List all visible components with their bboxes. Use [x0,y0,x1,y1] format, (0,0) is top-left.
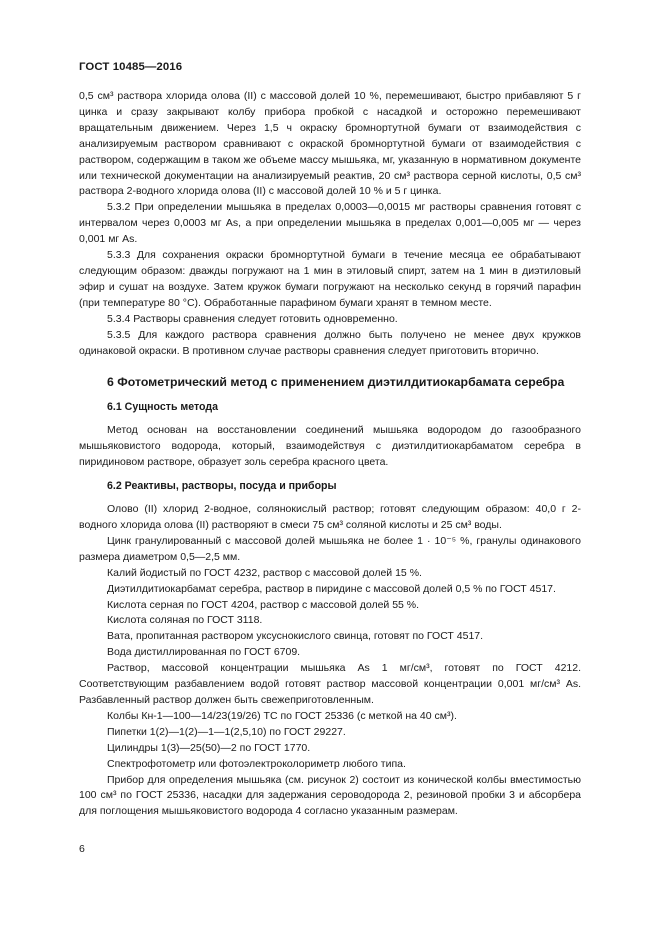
reagent-item: Диэтилдитиокарбамат серебра, раствор в пиридине с массовой долей 0,5 % по ГОСТ 4517. [107,582,556,595]
document-body [79,89,581,820]
reagent-item: Олово (II) хлорид 2-водное, солянокислый раствор; готовят следующим образом: 40,0 г 2-водного хлорида олова (II) растворяют в смеси 75 см³ соляной кислоты и 25 см³ воды. [79,503,581,532]
page-number: 6 [79,843,85,855]
reagent-item: Кислота серная по ГОСТ 4204, раствор с массовой долей 55 %. [107,598,420,611]
paragraph-5-3-5: 5.3.5 Для каждого раствора сравнения должно быть получено не менее двух кружков одинаковой окраски. В противном случае растворы сравнения следует приготовить вторично. [79,328,581,357]
paragraph-continuation: 0,5 см³ раствора хлорида олова (II) с массовой долей 10 %, перемешивают, быстро прибавляют 5 г цинка и сразу закрывают колбу прибора пробкой с насадкой и осторожно перемешивают вращательным движением. Через 1,5 ч окраску бромнортутной бумаги от взаимодействия с анализируемым раствором сравнивают с окраской бромнортутной бумаги от взаимодействия с раствором, содержащим в таком же объеме массу мышьяка, мг, указанную в нормативном документе или технической документации на анализируемый реактив, 20 см³ раствора серной кислоты, 0,5 см³ раствора 2-водного хлорида олова (II) с массовой долей 10 % и 5 г цинка. [79,90,581,198]
equipment-item: Колбы Кн-1—100—14/23(19/26) ТС по ГОСТ 25336 (с меткой на 40 см³). [107,709,457,722]
paragraph-5-3-3: 5.3.3 Для сохранения окраски бромнортутной бумаги в течение месяца ее обрабатывают следующим образом: дважды погружают на 1 мин в этиловый спирт, затем на 1 мин в диэтиловый эфир и сушат на воздухе. Затем кружок бумаги погружают на несколько секунд в горячий парафин (при температуре 80 °С). Обработанные парафином бумаги хранят в темном месте. [79,249,581,309]
equipment-item: Прибор для определения мышьяка (см. рисунок 2) состоит из конической колбы вместимостью 100 см³ по ГОСТ 25336, насадки для задержания сероводорода 2, резиновой пробки 3 и абсорбера для поглощения мышьяковистого водорода 4 согласно указанным размерам. [79,773,581,818]
equipment-item: Спектрофотометр или фотоэлектроколориметр любого типа. [107,757,406,770]
document-header: ГОСТ 10485—2016 [79,61,183,73]
subsection-6-1-heading: 6.1 Сущность метода [107,401,219,414]
reagent-item: Вода дистиллированная по ГОСТ 6709. [107,646,301,659]
paragraph-5-3-4: 5.3.4 Растворы сравнения следует готовить одновременно. [107,312,398,325]
equipment-item: Пипетки 1(2)—1(2)—1—1(2,5,10) по ГОСТ 29227. [107,725,346,738]
subsection-6-2-heading: 6.2 Реактивы, растворы, посуда и приборы [107,480,337,493]
reagent-item: Калий йодистый по ГОСТ 4232, раствор с массовой долей 15 %. [107,566,422,579]
section-6-heading: 6 Фотометрический метод с применением диэтилдитиокарбамата серебра [107,375,565,390]
reagent-item: Раствор, массовой концентрации мышьяка As 1 мг/см³, готовят по ГОСТ 4212. Соответствующим разбавлением водой готовят раствор массовой концентрации 0,001 мг/см³ As. Разбавленный раствор должен быть свежеприготовленным. [79,662,581,706]
reagent-item: Цинк гранулированный с массовой долей мышьяка не более 1 · 10⁻⁵ %, гранулы одинакового размера диаметром 0,5—2,5 мм. [79,534,581,563]
reagent-item: Кислота соляная по ГОСТ 3118. [107,614,263,627]
paragraph-6-1: Метод основан на восстановлении соединений мышьяка водородом до газообразного мышьяковистого водорода, который, взаимодействуя с диэтилдитиокарбаматом серебра в пиридиновом растворе, образует золь серебра красного цвета. [79,424,581,469]
paragraph-5-3-2: 5.3.2 При определении мышьяка в пределах 0,0003—0,0015 мг растворы сравнения готовят с интервалом через 0,0003 мг As, а при определении мышьяка в пределах 0,001—0,005 мг — через 0,001 мг As. [79,201,581,246]
equipment-item: Цилиндры 1(3)—25(50)—2 по ГОСТ 1770. [107,741,311,754]
reagent-item: Вата, пропитанная раствором уксуснокислого свинца, готовят по ГОСТ 4517. [107,630,484,643]
